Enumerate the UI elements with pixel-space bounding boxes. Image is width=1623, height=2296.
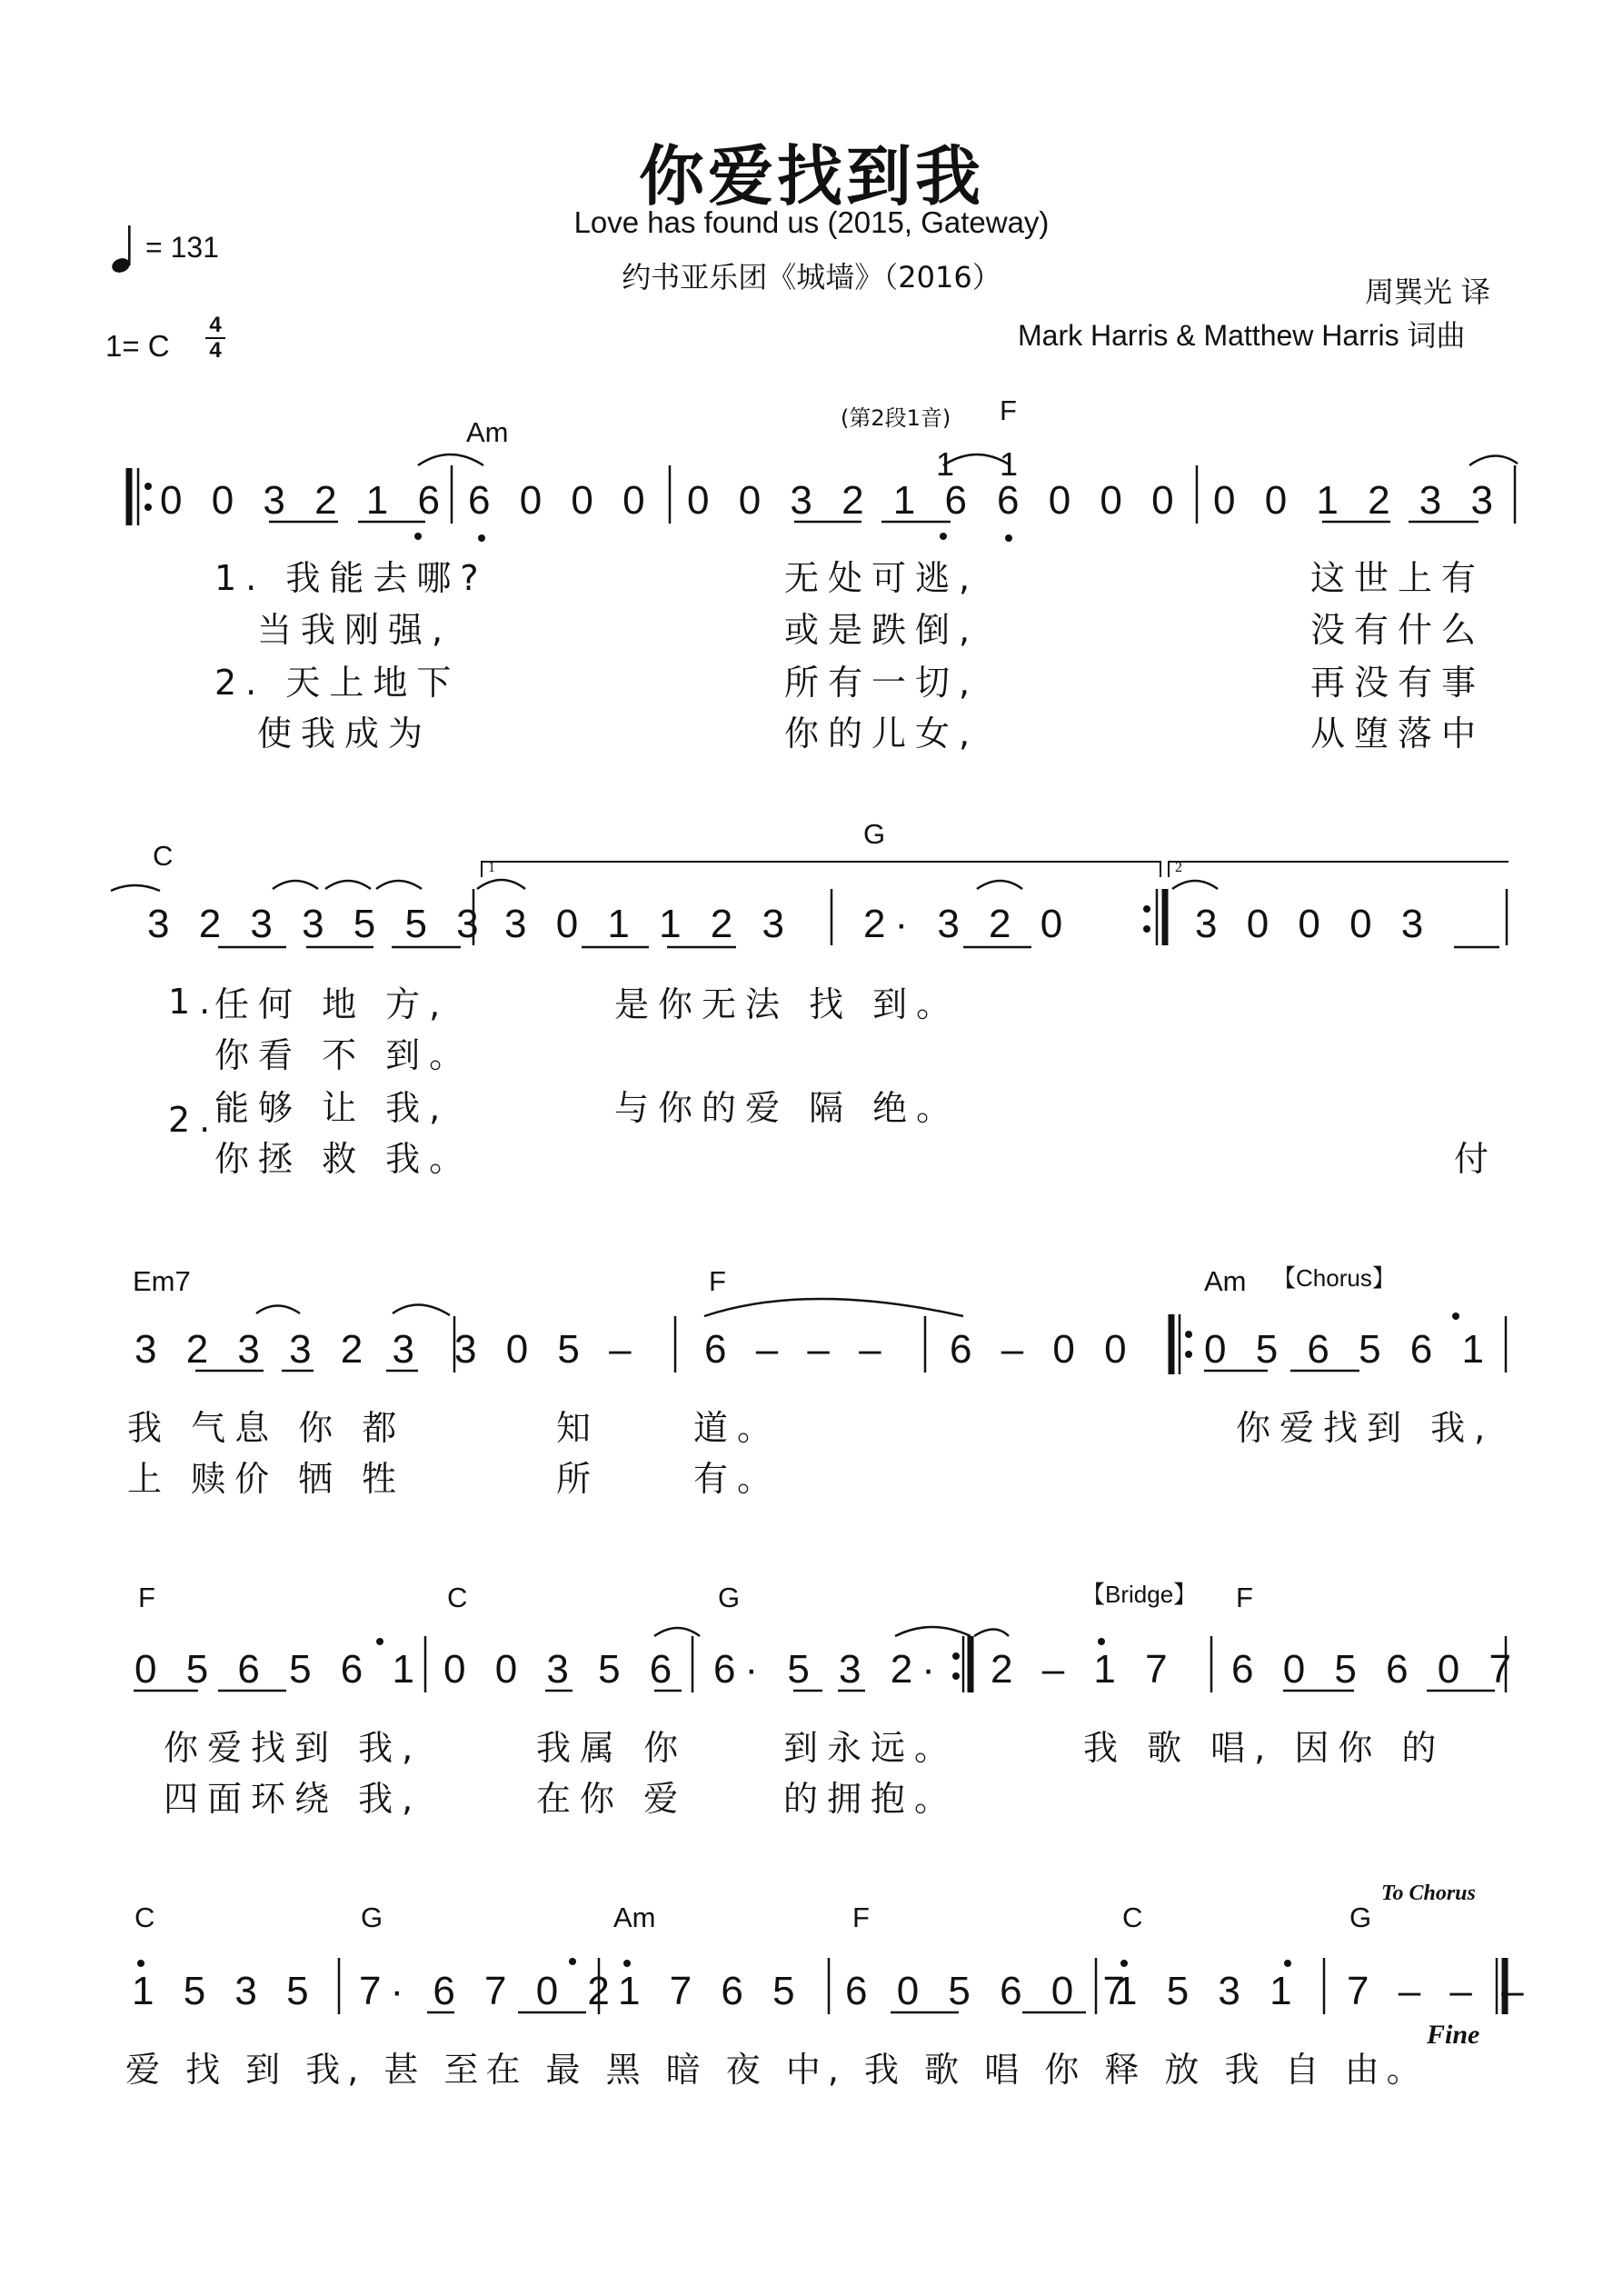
s5-bar-2: 7· 6 7 0 2 (359, 1969, 619, 2013)
s1-lyric-2b: 或是跌倒, (784, 610, 980, 650)
s1-bar-1: 0 0 3 2 1 6 (160, 478, 449, 523)
s1-lyric-1c: 这世上有 (1310, 558, 1486, 598)
chord-g-4: G (1349, 1902, 1372, 1933)
volta-2-label: 2 (1175, 860, 1182, 875)
chord-c-4: C (1122, 1902, 1143, 1933)
s1-lyric-3b: 所有一切, (784, 663, 980, 703)
chord-g-3: G (361, 1902, 383, 1933)
chord-g-2: G (718, 1582, 741, 1613)
s3-lyric-1c: 道。 (693, 1408, 782, 1448)
s3-bar-1: 3 2 3 3 2 3 (134, 1327, 423, 1372)
chord-f-3: F (138, 1582, 155, 1613)
s1-lyric-1a: 1. 我能去哪? (214, 558, 488, 598)
s3-bar-3: 6 – – – (704, 1327, 891, 1372)
translator: 周巽光 译 (1365, 275, 1491, 309)
s4-bar-5: 6 0 5 6 0 7 (1231, 1647, 1520, 1692)
alt-note-1: 1 (936, 445, 964, 483)
s2-bar-1: 3 2 3 3 5 5 3 (147, 902, 488, 946)
s4-lyric-1d: 我 歌 唱, 因你 的 (1083, 1728, 1446, 1768)
s1-bar-5: 0 0 1 2 3 3 (1213, 478, 1502, 523)
s1-bar-4: 6 0 0 0 (997, 478, 1183, 523)
s1-bar-2: 6 0 0 0 (468, 478, 654, 523)
s4-lyric-2b: 在你 爱 (536, 1779, 688, 1819)
s2-lyric-2a: 你看 不 到。 (214, 1035, 473, 1075)
s5-bar-3: 1 7 6 5 (618, 1969, 804, 2013)
time-sig-bottom: 4 (209, 338, 222, 363)
s5-bar-6: 7 – – – (1347, 1969, 1533, 2013)
s4-lyric-1a: 你爱找到 我, (164, 1728, 423, 1768)
chord-am-2: Am (1204, 1265, 1247, 1297)
chord-em7: Em7 (133, 1265, 191, 1297)
album-subtitle: 约书亚乐团《城墙》（2016） (622, 260, 1001, 294)
s4-lyric-1b: 我属 你 (536, 1728, 688, 1768)
chord-f-5: F (852, 1902, 870, 1933)
s5-bar-1: 1 5 3 5 (132, 1969, 318, 2013)
s1-bar-3: 0 0 3 2 1 6 (687, 478, 976, 523)
english-subtitle: Love has found us (2015, Gateway) (573, 205, 1050, 239)
s3-bar-2: 3 0 5 – (454, 1327, 641, 1372)
fine-marker: Fine (1427, 2020, 1480, 2050)
chord-f-2: F (709, 1265, 726, 1297)
s2-lyric-1a: 任何 地 方, (214, 984, 450, 1024)
s2-lyric-4a: 你拯 救 我。 (214, 1139, 473, 1179)
authors: Mark Harris & Matthew Harris 词曲 (1018, 319, 1466, 352)
s2-bar-3: 2· 3 2 0 (863, 902, 1072, 946)
s4-bar-3: 6· 5 3 2· (713, 1647, 944, 1692)
s3-bar-4: 6 – 0 0 (950, 1327, 1136, 1372)
s5-bar-5: 1 5 3 1 (1115, 1969, 1301, 2013)
chord-c-2: C (447, 1582, 468, 1613)
s3-lyric-1d: 你爱找到 我, (1236, 1408, 1495, 1448)
s2-bar-2: 3 0 1 1 2 3 (504, 902, 793, 946)
chord-c: C (153, 840, 174, 872)
chorus-label: 【Chorus】 (1272, 1264, 1396, 1292)
s2-lyric-4b: 付 (1454, 1139, 1499, 1179)
chord-am: Am (466, 416, 509, 448)
s1-lyric-2c: 没有什么 (1310, 610, 1486, 650)
second-verse-note: (第2段1音) (841, 405, 951, 431)
s3-lyric-2c: 有。 (693, 1459, 782, 1499)
s4-bar-2: 0 0 3 5 6 (443, 1647, 682, 1692)
chord-f: F (1000, 394, 1017, 426)
s2-lyric-3b: 与你的爱 隔 绝。 (614, 1088, 961, 1128)
s3-lyric-2a: 上 赎价 牺 牲 (127, 1459, 406, 1499)
s1-lyric-2a: 当我刚强, (257, 610, 453, 650)
volta-1-label: 1 (488, 860, 495, 875)
s4-lyric-2c: 的拥抱。 (783, 1779, 959, 1819)
key-signature: 1= C (105, 329, 170, 363)
s4-lyric-1c: 到永远。 (783, 1728, 959, 1768)
chord-c-3: C (134, 1902, 155, 1933)
s2-lyric-1b: 是你无法 找 到。 (614, 984, 961, 1024)
s1-lyric-1b: 无处可逃, (784, 558, 980, 598)
time-sig-top: 4 (209, 313, 222, 337)
s1-lyric-3a: 2. 天上地下 (214, 663, 461, 703)
s2-lyric-3a: 能够 让 我, (214, 1088, 450, 1128)
to-chorus-marker: To Chorus (1381, 1882, 1476, 1905)
s2-bar-4: 3 0 0 0 3 (1195, 902, 1433, 946)
chord-f-4: F (1236, 1582, 1253, 1613)
s3-lyric-1a: 我 气息 你 都 (127, 1408, 406, 1448)
tempo: = 131 (145, 231, 219, 264)
s4-bar-4: 2 – 1 7 (991, 1647, 1177, 1692)
s3-bar-5: 0 5 6 5 6 1 (1204, 1327, 1493, 1372)
s1-lyric-4b: 你的儿女, (784, 714, 980, 754)
chord-am-3: Am (613, 1902, 656, 1933)
s5-bar-4: 6 0 5 6 0 7 (845, 1969, 1134, 2013)
s1-lyric-3c: 再没有事 (1310, 663, 1486, 703)
s2-verse-1: 1. (168, 982, 220, 1022)
s3-lyric-1b: 知 (556, 1408, 601, 1448)
s5-lyric: 爱 找 到 我, 甚 至在 最 黑 暗 夜 中, 我 歌 唱 你 释 放 我 自 由。 (125, 2050, 1429, 2090)
s4-bar-1: 0 5 6 5 6 1 (134, 1647, 423, 1692)
song-title: 你爱找到我 (638, 138, 984, 215)
s1-lyric-4c: 从堕落中 (1310, 714, 1486, 754)
s1-lyric-4a: 使我成为 (257, 714, 433, 754)
alt-note-2: 1 (1000, 445, 1028, 483)
bridge-label: 【Bridge】 (1081, 1581, 1198, 1608)
s3-lyric-2b: 所 (556, 1459, 601, 1499)
s4-lyric-2a: 四面环绕 我, (164, 1779, 423, 1819)
s2-verse-2: 2. (168, 1100, 220, 1140)
chord-g: G (863, 818, 886, 850)
